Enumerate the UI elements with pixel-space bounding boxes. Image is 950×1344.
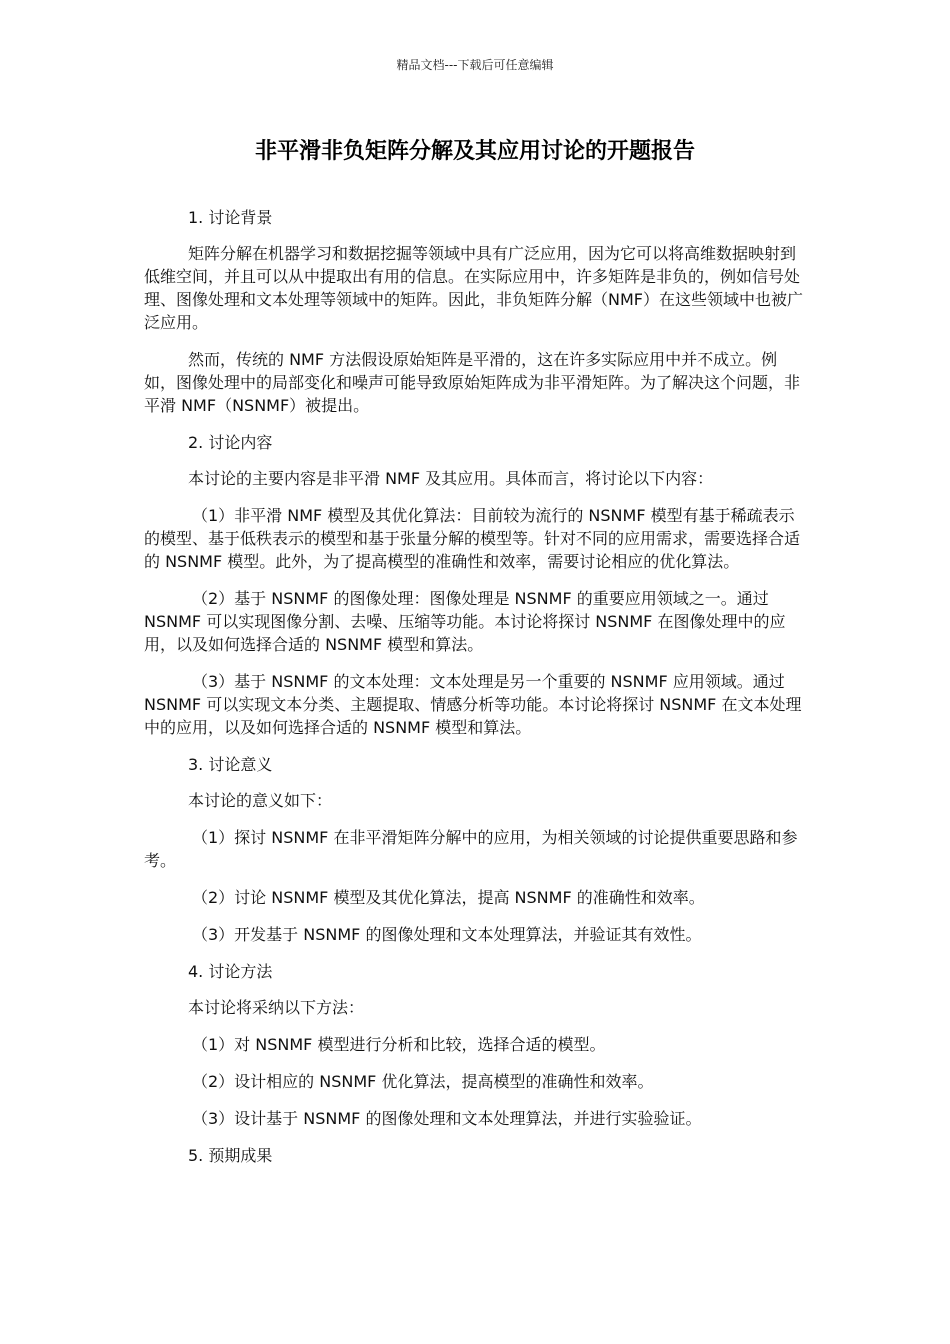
section-1-paragraph-1: 矩阵分解在机器学习和数据挖掘等领域中具有广泛应用，因为它可以将高维数据映射到低维空间，并且可以从中提取出有用的信息。在实际应用中，许多矩阵是非负的，例如信号处理、图像处理和文本处理等领域中的矩阵。因此，非负矩阵分解（NMF）在这些领域中也被广泛应用。 [144, 244, 803, 332]
section-3-item-3: （3）开发基于 NSNMF 的图像处理和文本处理算法，并验证其有效性。 [192, 925, 702, 944]
section-3-heading: 3. 讨论意义 [188, 755, 273, 774]
document-body [144, 206, 808, 1180]
section-4-heading: 4. 讨论方法 [188, 962, 273, 981]
section-5-heading: 5. 预期成果 [188, 1146, 273, 1165]
section-4-item-3: （3）设计基于 NSNMF 的图像处理和文本处理算法，并进行实验验证。 [192, 1109, 702, 1128]
section-3-intro: 本讨论的意义如下： [188, 791, 333, 810]
section-2-item-1: （1）非平滑 NMF 模型及其优化算法：目前较为流行的 NSNMF 模型有基于稀疏表示的模型、基于低秩表示的模型和基于张量分解的模型等。针对不同的应用需求，需要选择合适的 NSNMF 模型。此外，为了提高模型的准确性和效率，需要讨论相应的优化算法。 [144, 506, 801, 571]
section-3-item-1: （1）探讨 NSNMF 在非平滑矩阵分解中的应用，为相关领域的讨论提供重要思路和参考。 [144, 828, 798, 870]
section-4-item-1: （1）对 NSNMF 模型进行分析和比较，选择合适的模型。 [192, 1035, 606, 1054]
page-header-watermark: 精品文档---下载后可任意编辑 [396, 58, 554, 72]
section-2-item-3: （3）基于 NSNMF 的文本处理：文本处理是另一个重要的 NSNMF 应用领域。通过 NSNMF 可以实现文本分类、主题提取、情感分析等功能。本讨论将探讨 NSNMF 在文本处理中的应用，以及如何选择合适的 NSNMF 模型和算法。 [144, 672, 802, 737]
section-1-heading: 1. 讨论背景 [188, 208, 273, 227]
section-2-heading: 2. 讨论内容 [188, 433, 273, 452]
section-1-paragraph-2: 然而，传统的 NMF 方法假设原始矩阵是平滑的，这在许多实际应用中并不成立。例如，图像处理中的局部变化和噪声可能导致原始矩阵成为非平滑矩阵。为了解决这个问题，非平滑 NMF（NSNMF）被提出。 [144, 350, 801, 415]
section-2-item-2: （2）基于 NSNMF 的图像处理：图像处理是 NSNMF 的重要应用领域之一。通过 NSNMF 可以实现图像分割、去噪、压缩等功能。本讨论将探讨 NSNMF 在图像处理中的应用，以及如何选择合适的 NSNMF 模型和算法。 [144, 589, 786, 654]
section-3-item-2: （2）讨论 NSNMF 模型及其优化算法，提高 NSNMF 的准确性和效率。 [192, 888, 705, 907]
section-4-item-2: （2）设计相应的 NSNMF 优化算法，提高模型的准确性和效率。 [192, 1072, 654, 1091]
document-title: 非平滑非负矩阵分解及其应用讨论的开题报告 [254, 139, 695, 164]
section-4-intro: 本讨论将采纳以下方法： [188, 998, 365, 1017]
section-2-intro: 本讨论的主要内容是非平滑 NMF 及其应用。具体而言，将讨论以下内容： [188, 469, 714, 488]
